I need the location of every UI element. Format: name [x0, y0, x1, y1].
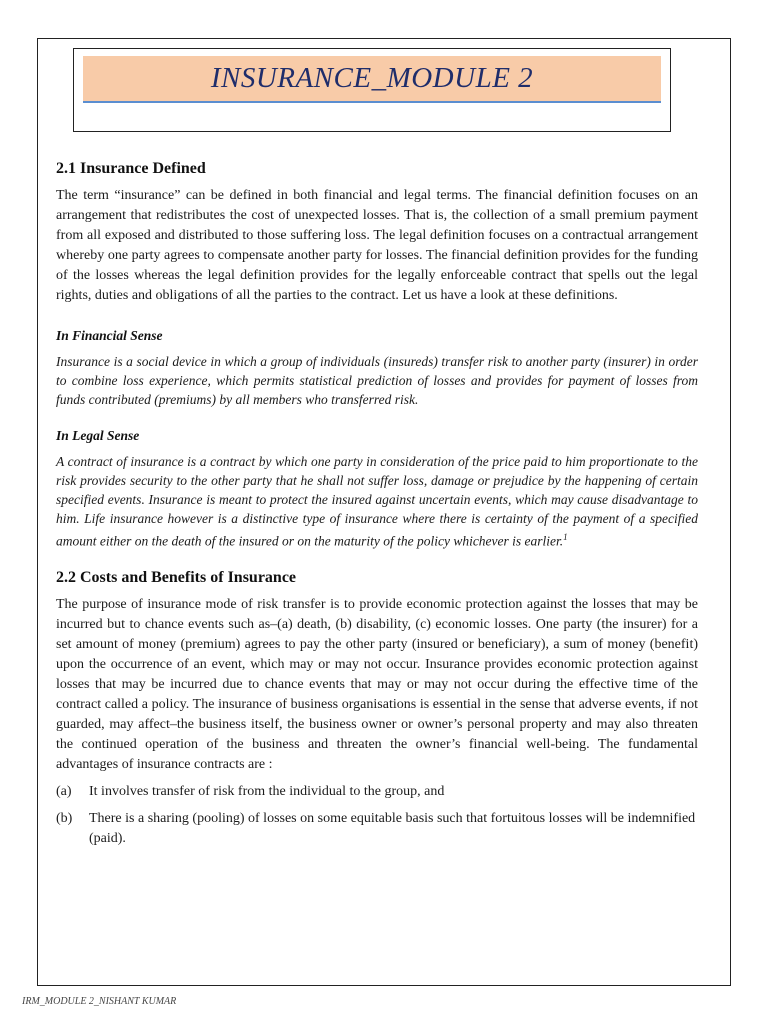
list-item-text: It involves transfer of risk from the individual to the group, and	[89, 783, 445, 799]
costs-benefits-paragraph: The purpose of insurance mode of risk transfer is to provide economic protection against the losses that may be incurred but to chance events such as–(a) death, (b) disability, (c) economic losses. One party (the insurer) for a set amount of money (premium) agrees to pay the other party (insured or beneficiary), a sum of money (benefit) upon the occurrence of an event, which may or may not occur. Insurance provides economic protection against losses that may be incurred due to chance events that may or may not occur during the effective time of the contract called a policy. The insurance of business organisations is essential in the sense that adverse events, if not guarded, may affect–the business itself, the business owner or owner’s personal property and may also threaten the continued operation of the business and threaten the owner’s financial well-being. The fundamental advantages of insurance contracts are :	[56, 596, 698, 772]
financial-sense-text: Insurance is a social device in which a group of individuals (insureds) transfer risk to another party (insurer) in order to combine loss experience, which permits statistical prediction of losses and provides for payment of losses from funds contributed (premiums) by all members who transferred risk.	[56, 354, 698, 407]
title-banner	[83, 56, 661, 103]
list-item	[56, 782, 698, 802]
page-footer: IRM_MODULE 2_NISHANT KUMAR	[22, 996, 177, 1007]
page-title: INSURANCE_MODULE 2	[210, 62, 534, 94]
section-heading-costs-benefits: 2.2 Costs and Benefits of Insurance	[56, 568, 297, 586]
insurance-defined-paragraph: The term “insurance” can be defined in both financial and legal terms. The financial definition focuses on an arrangement that redistributes the cost of unexpected losses. That is, the collection of a small premium payment from all exposed and distributed to those suffering loss. The legal definition focuses on a contractual arrangement whereby one party agrees to compensate another party for losses. The financial definition provides for the funding of the losses whereas the legal definition provides for the legally enforceable contract that spells out the legal rights, duties and obligations of all the parties to the contract. Let us have a look at these definitions.	[56, 188, 698, 303]
document-body	[56, 160, 698, 849]
footnote-reference: 1	[563, 532, 568, 542]
list-marker: (a)	[56, 783, 72, 799]
section-heading-insurance-defined: 2.1 Insurance Defined	[56, 160, 206, 177]
list-item-text: There is a sharing (pooling) of losses on some equitable basis such that fortuitous losses will be indemnified (paid).	[89, 810, 696, 846]
financial-sense-heading: In Financial Sense	[56, 328, 163, 343]
list-item	[56, 809, 698, 849]
legal-sense-body: A contract of insurance is a contract by which one party in consideration of the price paid to him proportionate to the risk provides security to the other party that he shall not suffer loss, damage or prejudice by the happening of certain specified events. Insurance is meant to protect the insured against uncertain events, which may cause disadvantage to him. Life insurance however is a distinctive type of insurance where there is certainty of the payment of a specified amount either on the death of the insured or on the maturity of the policy whichever is earlier.	[56, 454, 698, 549]
list-marker: (b)	[56, 810, 73, 826]
legal-sense-heading: In Legal Sense	[56, 428, 140, 443]
legal-sense-text	[56, 452, 698, 551]
